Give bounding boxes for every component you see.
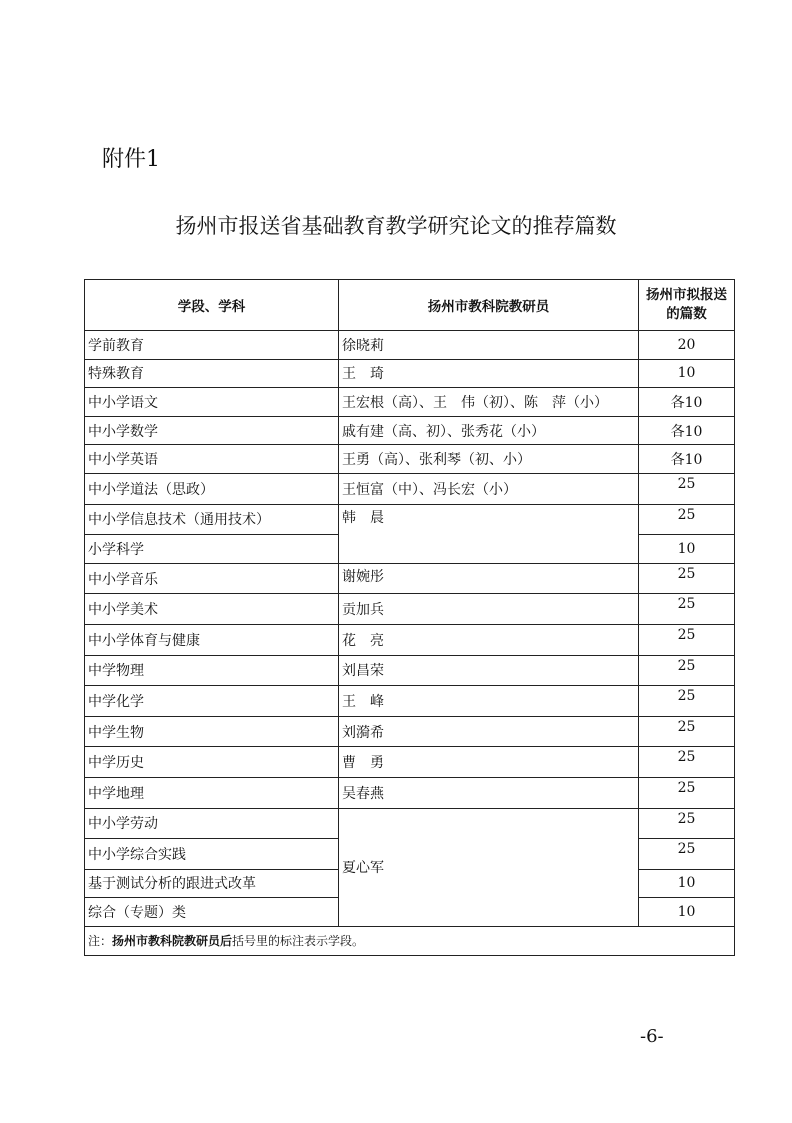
table-row: [85, 331, 735, 360]
subject-cell: 中学物理: [85, 655, 339, 686]
table-note-row: [85, 926, 735, 955]
table-row: [85, 473, 735, 504]
note-rest-text: 括号里的标注表示学段。: [232, 934, 365, 949]
count-cell: 25: [639, 594, 735, 625]
count-cell: 10: [639, 869, 735, 898]
count-cell: 25: [639, 563, 735, 594]
table-row: [85, 655, 735, 686]
researcher-cell: 王 峰: [339, 686, 639, 717]
table-row: [85, 563, 735, 594]
header-count: 扬州市拟报送的篇数: [639, 280, 735, 331]
count-cell: 10: [639, 535, 735, 564]
recommendation-table: [84, 279, 735, 956]
subject-cell: 中小学体育与健康: [85, 624, 339, 655]
subject-cell: 学前教育: [85, 331, 339, 360]
note-bold-text: 扬州市教科院教研员后: [112, 934, 233, 949]
table-row: [85, 388, 735, 417]
table-row: [85, 504, 735, 535]
subject-cell: 中小学美术: [85, 594, 339, 625]
subject-cell: 小学科学: [85, 535, 339, 564]
count-cell: 25: [639, 808, 735, 839]
researcher-cell: 花 亮: [339, 624, 639, 655]
researcher-cell: 王勇（高）、张利琴（初、小）: [339, 445, 639, 474]
table-row: [85, 747, 735, 778]
subject-cell: 中学生物: [85, 716, 339, 747]
subject-cell: 基于测试分析的跟进式改革: [85, 869, 339, 898]
subject-cell: 综合（专题）类: [85, 898, 339, 927]
subject-cell: 中小学综合实践: [85, 839, 339, 870]
researcher-cell-merged: 韩 晨: [339, 504, 639, 563]
count-cell: 25: [639, 473, 735, 504]
subject-cell: 中小学英语: [85, 445, 339, 474]
page-number: -6-: [640, 1026, 664, 1047]
header-segment: 学段、学科: [85, 280, 339, 331]
count-cell: 25: [639, 624, 735, 655]
researcher-cell: 王恒富（中）、冯长宏（小）: [339, 473, 639, 504]
count-cell: 10: [639, 359, 735, 388]
document-title: 扬州市报送省基础教育教学研究论文的推荐篇数: [175, 214, 617, 238]
researcher-cell: 徐晓莉: [339, 331, 639, 360]
table-header-row: [85, 280, 735, 331]
count-cell: 25: [639, 839, 735, 870]
subject-cell: 中小学数学: [85, 416, 339, 445]
count-cell: 25: [639, 747, 735, 778]
table-row: [85, 624, 735, 655]
table-row: [85, 777, 735, 808]
researcher-cell: 贡加兵: [339, 594, 639, 625]
table-row: [85, 686, 735, 717]
researcher-cell: 刘昌荣: [339, 655, 639, 686]
count-cell: 各10: [639, 416, 735, 445]
count-cell: 各10: [639, 445, 735, 474]
subject-cell: 中小学信息技术（通用技术）: [85, 504, 339, 535]
count-cell: 10: [639, 898, 735, 927]
subject-cell: 中小学语文: [85, 388, 339, 417]
count-cell: 25: [639, 777, 735, 808]
researcher-cell: 谢婉彤: [339, 563, 639, 594]
table-row: [85, 716, 735, 747]
count-cell: 25: [639, 655, 735, 686]
table-row: [85, 359, 735, 388]
table-row: [85, 808, 735, 839]
subject-cell: 中小学音乐: [85, 563, 339, 594]
table-note: [85, 926, 735, 955]
subject-cell: 中学化学: [85, 686, 339, 717]
researcher-cell-merged: 夏心军: [339, 808, 639, 926]
researcher-cell: 吴春燕: [339, 777, 639, 808]
note-prefix: 注：: [88, 934, 113, 949]
table-row: [85, 416, 735, 445]
count-cell: 25: [639, 716, 735, 747]
subject-cell: 中学历史: [85, 747, 339, 778]
researcher-cell: 曹 勇: [339, 747, 639, 778]
researcher-cell: 戚有建（高、初）、张秀花（小）: [339, 416, 639, 445]
subject-cell: 中小学道法（思政）: [85, 473, 339, 504]
count-cell: 25: [639, 504, 735, 535]
researcher-cell: 刘漪希: [339, 716, 639, 747]
table-row: [85, 594, 735, 625]
count-cell: 20: [639, 331, 735, 360]
table-row: [85, 445, 735, 474]
subject-cell: 特殊教育: [85, 359, 339, 388]
header-researcher: 扬州市教科院教研员: [339, 280, 639, 331]
count-cell: 25: [639, 686, 735, 717]
attachment-label: 附件1: [102, 147, 160, 172]
subject-cell: 中学地理: [85, 777, 339, 808]
researcher-cell: 王宏根（高）、王 伟（初）、陈 萍（小）: [339, 388, 639, 417]
researcher-cell: 王 琦: [339, 359, 639, 388]
subject-cell: 中小学劳动: [85, 808, 339, 839]
count-cell: 各10: [639, 388, 735, 417]
